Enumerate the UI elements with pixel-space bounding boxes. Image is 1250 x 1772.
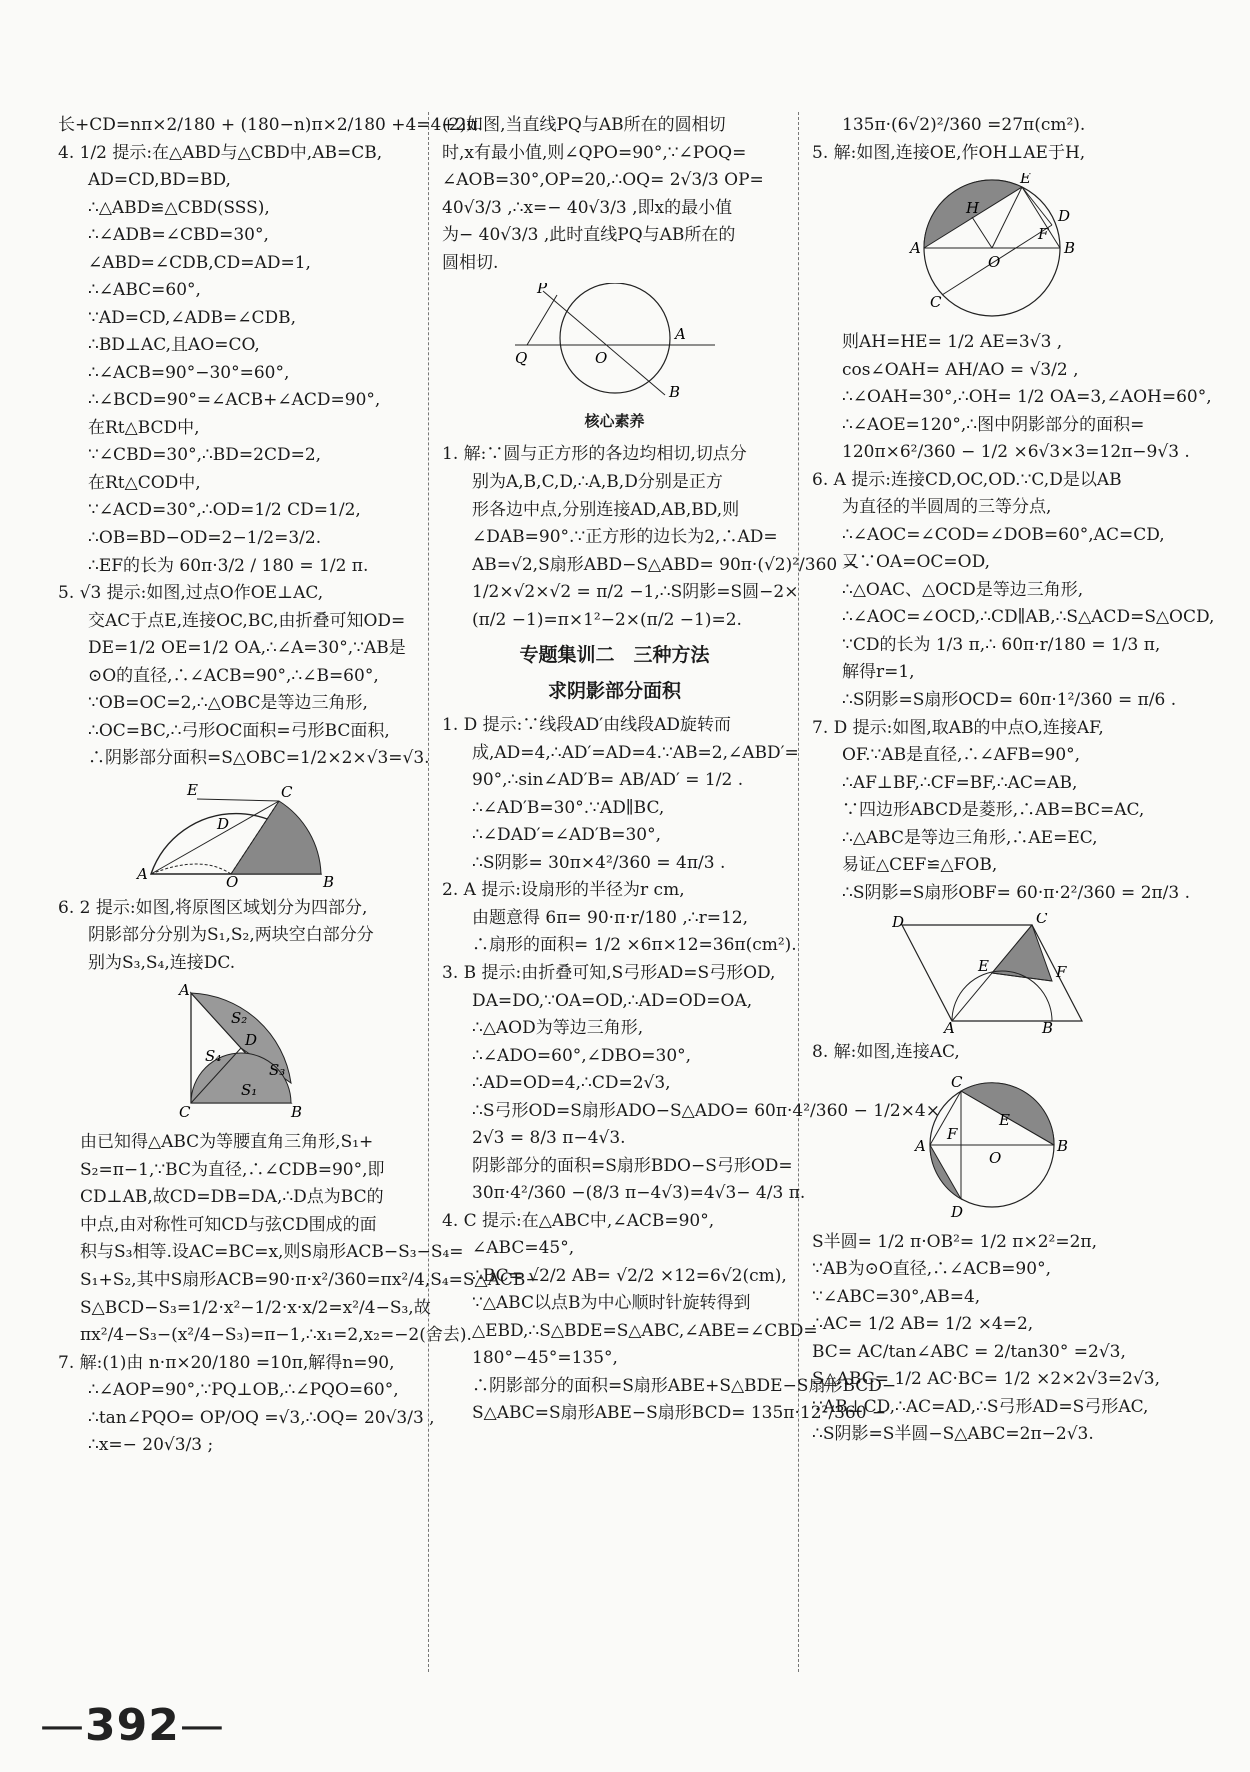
fig-label: O bbox=[225, 872, 238, 889]
text-line: 时,x有最小值,则∠QPO=90°,∵∠POQ= bbox=[442, 142, 747, 163]
text-line: 解得r=1, bbox=[842, 662, 915, 683]
text-line: AB=√2,S扇形ABD−S△ABD= 90π·(√2)²/360 − bbox=[472, 554, 857, 575]
text-line: AD=CD,BD=BD, bbox=[88, 170, 231, 191]
text-line: 135π·(6√2)²/360 =27π(cm²). bbox=[842, 115, 1086, 135]
fig-label: S₄ bbox=[204, 1047, 221, 1066]
text-line: ∴∠AOP=90°,∵PQ⊥OB,∴∠PQO=60°, bbox=[88, 1380, 399, 1401]
text-line: 1. 解:∵圆与正方形的各边均相切,切点分 bbox=[442, 444, 747, 465]
text-line: ∵∠ACD=30°,∴OD=1/2 CD=1/2, bbox=[88, 500, 361, 521]
fig-label: B bbox=[322, 872, 334, 889]
text-line: ∴△ABC是等边三角形,∴AE=EC, bbox=[842, 827, 1098, 848]
text-line: ∴△OAC、△OCD是等边三角形, bbox=[842, 579, 1084, 600]
text-line: (π/2 −1)=π×1²−2×(π/2 −1)=2. bbox=[472, 609, 742, 630]
text-line: 中点,由对称性可知CD与弦CD围成的面 bbox=[80, 1214, 377, 1235]
text-line: ∴S阴影=S半圆−S△ABC=2π−2√3. bbox=[812, 1424, 1094, 1445]
fig-label: O bbox=[988, 253, 1001, 272]
fig-label: E bbox=[186, 780, 198, 799]
text-line: S△ABC=S扇形ABE−S扇形BCD= 135π·12²/360 − bbox=[472, 1403, 887, 1424]
text-line: ∵AB⊥CD,∴AC=AD,∴S弓形AD=S弓形AC, bbox=[812, 1396, 1149, 1417]
text-line: ∴S阴影= 30π×4²/360 = 4π/3 . bbox=[472, 852, 726, 873]
text-line: ∴OC=BC,∴弓形OC面积=弓形BC面积, bbox=[88, 720, 390, 741]
text-line: ∴∠ADB=∠CBD=30°, bbox=[88, 225, 269, 246]
fig-label: A bbox=[136, 864, 148, 883]
text-line: ∴△ABD≌△CBD(SSS), bbox=[88, 197, 270, 218]
text-line: 90°,∴sin∠AD′B= AB/AD′ = 1/2 . bbox=[472, 770, 744, 791]
text-line: 4. 1/2 提示:在△ABD与△CBD中,AB=CB, bbox=[58, 142, 383, 163]
text-line: 6. A 提示:连接CD,OC,OD.∵C,D是以AB bbox=[812, 469, 1122, 490]
text-line: ∴△AOD为等边三角形, bbox=[472, 1018, 644, 1039]
text-line: ∴∠BCD=90°=∠ACB+∠ACD=90°, bbox=[88, 390, 381, 411]
fig-label: E bbox=[999, 1110, 1010, 1129]
text-line: ∠ABD=∠CDB,CD=AD=1, bbox=[88, 252, 311, 273]
text-line: ∠ABC=45°, bbox=[472, 1238, 575, 1259]
fig-label: B bbox=[290, 1103, 302, 1122]
text-line: ∴∠AOC=∠OCD,∴CD∥AB,∴S△ACD=S△OCD, bbox=[842, 607, 1215, 628]
text-line: S₂=π−1,∵BC为直径,∴∠CDB=90°,即 bbox=[80, 1159, 385, 1180]
fig-label: D bbox=[1058, 207, 1071, 226]
text-line: 在Rt△COD中, bbox=[88, 472, 201, 493]
text-line: 2. A 提示:设扇形的半径为r cm, bbox=[442, 880, 685, 901]
fig-label: A bbox=[944, 1019, 955, 1034]
fig-label: C bbox=[280, 782, 292, 801]
text-line: ⊙O的直径,∴∠ACB=90°,∴∠B=60°, bbox=[88, 665, 379, 686]
text-line: BC= AC/tan∠ABC = 2/tan30° =2√3, bbox=[812, 1341, 1126, 1362]
text-line: ∴OB=BD−OD=2−1/2=3/2. bbox=[88, 527, 322, 548]
text-line: 由题意得 6π= 90·π·r/180 ,∴r=12, bbox=[472, 907, 748, 928]
text-line: 3. B 提示:由折叠可知,S弓形AD=S弓形OD, bbox=[442, 962, 776, 983]
text-line: 又∵OA=OC=OD, bbox=[842, 552, 991, 573]
fig-label: E bbox=[1020, 173, 1031, 188]
section-title: 核心素养 bbox=[584, 412, 645, 431]
fig-label: S₁ bbox=[240, 1081, 257, 1100]
text-line: ∴BD⊥AC,且AO=CO, bbox=[88, 335, 260, 356]
text-line: cos∠OAH= AH/AO = √3/2 , bbox=[842, 359, 1079, 380]
text-line: 阴影部分的面积=S扇形BDO−S弓形OD= bbox=[472, 1155, 793, 1176]
tangent-circle-figure bbox=[515, 283, 715, 403]
text-line: ∴∠ABC=60°, bbox=[88, 280, 201, 301]
text-line: 成,AD=4,∴AD′=AD=4.∵AB=2,∠ABD′= bbox=[472, 742, 799, 763]
text-line: πx²/4−S₃−(x²/4−S₃)=π−1,∴x₁=2,x₂=−2(舍去). bbox=[80, 1325, 472, 1346]
text-line: 6. 2 提示:如图,将原图区域划分为四部分, bbox=[58, 897, 368, 918]
text-line: ∴tan∠PQO= OP/OQ =√3,∴OQ= 20√3/3 , bbox=[88, 1407, 435, 1428]
column-divider bbox=[428, 112, 429, 1672]
fig-label: B bbox=[668, 383, 680, 402]
text-line: ∴阴影部分面积=S△OBC=1/2×2×√3=√3. bbox=[88, 748, 430, 769]
text-line: (2)如图,当直线PQ与AB所在的圆相切 bbox=[442, 115, 726, 135]
text-line: 阴影部分分别为S₁,S₂,两块空白部分分 bbox=[88, 925, 374, 946]
fig-label: F bbox=[947, 1124, 958, 1143]
text-line: ∵AD=CD,∠ADB=∠CDB, bbox=[88, 307, 297, 328]
text-line: 5. √3 提示:如图,过点O作OE⊥AC, bbox=[58, 583, 324, 604]
fig-label: A bbox=[910, 239, 921, 258]
text-line: ∴x=− 20√3/3 ; bbox=[88, 1435, 214, 1456]
text-line: 120π×6²/360 − 1/2 ×6√3×3=12π−9√3 . bbox=[842, 442, 1190, 463]
fig-label: Q bbox=[514, 349, 527, 368]
fig-label: F bbox=[1056, 963, 1067, 982]
text-line: 8. 解:如图,连接AC, bbox=[812, 1042, 960, 1063]
text-line: 形各边中点,分别连接AD,AB,BD,则 bbox=[472, 499, 740, 520]
text-line: 1/2×√2×√2 = π/2 −1,∴S阴影=S圆−2× bbox=[472, 582, 799, 603]
fig-label: A bbox=[178, 983, 190, 1000]
fig-label: A bbox=[674, 325, 686, 344]
text-line: ∵OB=OC=2,∴△OBC是等边三角形, bbox=[88, 693, 368, 714]
fig-label: D bbox=[244, 1031, 257, 1050]
text-line: 180°−45°=135°, bbox=[472, 1348, 618, 1369]
fig-label: B bbox=[1042, 1019, 1054, 1034]
text-line: 则AH=HE= 1/2 AE=3√3 , bbox=[842, 332, 1063, 353]
fig-label: C bbox=[951, 1072, 963, 1091]
text-line: 7. 解:(1)由 n·π×20/180 =10π,解得n=90, bbox=[58, 1352, 395, 1373]
text-line: S△ABC= 1/2 AC·BC= 1/2 ×2×2√3=2√3, bbox=[812, 1369, 1161, 1390]
chapter-heading: 求阴影部分面积 bbox=[547, 680, 681, 703]
text-line: 5. 解:如图,连接OE,作OH⊥AE于H, bbox=[812, 142, 1086, 163]
fig-label: O bbox=[594, 349, 607, 368]
fig-label: C bbox=[1036, 913, 1048, 928]
text-line: CD⊥AB,故CD=DB=DA,∴D点为BC的 bbox=[80, 1187, 384, 1208]
text-line: ∵四边形ABCD是菱形,∴AB=BC=AC, bbox=[842, 800, 1145, 821]
fig-label: E bbox=[978, 957, 989, 976]
chapter-heading: 专题集训二 三种方法 bbox=[519, 644, 710, 667]
text-line: 别为A,B,C,D,∴A,B,D分别是正方 bbox=[472, 472, 723, 493]
text-line: △EBD,∴S△BDE=S△ABC,∠ABE=∠CBD= bbox=[472, 1320, 818, 1341]
text-line: 7. D 提示:如图,取AB的中点O,连接AF, bbox=[812, 717, 1104, 738]
text-line: ∴∠OAH=30°,∴OH= 1/2 OA=3,∠AOH=60°, bbox=[842, 387, 1212, 408]
fig-label: B bbox=[1064, 239, 1076, 258]
text-line: ∵AB为⊙O直径,∴∠ACB=90°, bbox=[812, 1259, 1051, 1280]
fig-label: D bbox=[951, 1202, 964, 1221]
text-line: 在Rt△BCD中, bbox=[88, 417, 200, 438]
fig-label: B bbox=[1057, 1136, 1069, 1155]
fig-label: C bbox=[930, 293, 942, 312]
page-number: — 392 — bbox=[40, 1690, 225, 1761]
text-line: ∠AOB=30°,OP=20,∴OQ= 2√3/3 OP= bbox=[442, 170, 764, 191]
text-line: ∴∠ADO=60°,∠DBO=30°, bbox=[472, 1045, 692, 1066]
fig-label: S₃ bbox=[268, 1061, 285, 1080]
text-line: 为直径的半圆周的三等分点, bbox=[842, 497, 1052, 518]
text-line: ∴BC= √2/2 AB= √2/2 ×12=6√2(cm), bbox=[472, 1265, 787, 1286]
right-triangle-figure bbox=[161, 983, 311, 1123]
text-line: ∴扇形的面积= 1/2 ×6π×12=36π(cm²). bbox=[472, 935, 797, 956]
answer-column-3 bbox=[812, 112, 1215, 1449]
text-line: ∴∠AD′B=30°.∵AD∥BC, bbox=[472, 797, 665, 818]
text-line: 圆相切. bbox=[442, 252, 499, 273]
text-line: 易证△CEF≌△FOB, bbox=[842, 855, 998, 876]
text-line: ∴AC= 1/2 AB= 1/2 ×4=2, bbox=[812, 1314, 1034, 1335]
text-line: 30π·4²/360 −(8/3 π−4√3)=4√3− 4/3 π. bbox=[472, 1183, 806, 1204]
circle-chord-figure bbox=[902, 173, 1082, 323]
text-line: DE=1/2 OE=1/2 OA,∴∠A=30°,∵AB是 bbox=[88, 638, 406, 659]
text-line: ∴∠DAD′=∠AD′B=30°, bbox=[472, 825, 661, 846]
text-line: 1. D 提示:∵线段AD′由线段AD旋转而 bbox=[442, 715, 732, 736]
text-line: 40√3/3 ,∴x=− 40√3/3 ,即x的最小值 bbox=[442, 197, 733, 218]
text-line: ∴∠ACB=90°−30°=60°, bbox=[88, 362, 290, 383]
text-line: ∴EF的长为 60π·3/2 / 180 = 1/2 π. bbox=[88, 555, 369, 576]
text-line: ∵∠ABC=30°,AB=4, bbox=[812, 1286, 981, 1307]
fig-label: P bbox=[536, 283, 547, 298]
text-line: ∴阴影部分的面积=S扇形ABE+S△BDE−S扇形BCD− bbox=[472, 1375, 897, 1396]
text-line: ∵△ABC以点B为中心顺时针旋转得到 bbox=[472, 1293, 751, 1314]
text-line: S△BCD−S₃=1/2·x²−1/2·x·x/2=x²/4−S₃,故 bbox=[80, 1297, 431, 1318]
text-line: 由已知得△ABC为等腰直角三角形,S₁+ bbox=[80, 1132, 374, 1153]
text-line: ∴AD=OD=4,∴CD=2√3, bbox=[472, 1073, 671, 1094]
fig-label: A bbox=[915, 1136, 926, 1155]
circle-triangle-figure bbox=[907, 1073, 1077, 1223]
fig-label: D bbox=[892, 913, 905, 932]
fig-label: F bbox=[1038, 225, 1049, 244]
text-line: 4. C 提示:在△ABC中,∠ACB=90°, bbox=[442, 1210, 715, 1231]
text-line: ∠DAB=90°.∵正方形的边长为2,∴AD= bbox=[472, 527, 778, 548]
text-line: DA=DO,∵OA=OD,∴AD=OD=OA, bbox=[472, 990, 753, 1011]
text-line: 长+CD=nπ×2/180 + (180−n)π×2/180 +4=4+2π. bbox=[58, 115, 484, 135]
text-line: ∴S阴影=S扇形OBF= 60·π·2²/360 = 2π/3 . bbox=[842, 882, 1191, 903]
column-divider bbox=[798, 112, 799, 1672]
text-line: OF.∵AB是直径,∴∠AFB=90°, bbox=[842, 745, 1081, 766]
text-line: 别为S₃,S₄,连接DC. bbox=[88, 952, 236, 973]
text-line: ∵∠CBD=30°,∴BD=2CD=2, bbox=[88, 445, 322, 466]
fig-label: D bbox=[216, 814, 229, 833]
text-line: S半圆= 1/2 π·OB²= 1/2 π×2²=2π, bbox=[812, 1231, 1097, 1252]
text-line: ∴S弓形OD=S扇形ADO−S△ADO= 60π·4²/360 − 1/2×4× bbox=[472, 1100, 940, 1121]
text-line: 交AC于点E,连接OC,BC,由折叠可知OD= bbox=[88, 610, 406, 631]
semicircle-fold-figure bbox=[131, 779, 341, 889]
text-line: ∴AF⊥BF,∴CF=BF,∴AC=AB, bbox=[842, 772, 1078, 793]
rhombus-figure bbox=[892, 913, 1092, 1033]
text-line: S₁+S₂,其中S扇形ACB=90·π·x²/360=πx²/4,S₄=S△ACB− bbox=[80, 1270, 540, 1290]
text-line: ∴∠AOE=120°,∴图中阴影部分的面积= bbox=[842, 414, 1145, 435]
text-line: ∵CD的长为 1/3 π,∴ 60π·r/180 = 1/3 π, bbox=[842, 634, 1161, 655]
text-line: 为− 40√3/3 ,此时直线PQ与AB所在的 bbox=[442, 225, 736, 246]
fig-label: S₂ bbox=[230, 1009, 247, 1028]
text-line: 积与S₃相等.设AC=BC=x,则S扇形ACB−S₃−S₄= bbox=[80, 1242, 464, 1263]
text-line: ∴S阴影=S扇形OCD= 60π·1²/360 = π/6 . bbox=[842, 689, 1177, 710]
fig-label: H bbox=[966, 199, 980, 218]
fig-label: C bbox=[178, 1103, 190, 1122]
text-line: 2√3 = 8/3 π−4√3. bbox=[472, 1128, 626, 1149]
fig-label: O bbox=[989, 1148, 1002, 1167]
text-line: ∴∠AOC=∠COD=∠DOB=60°,AC=CD, bbox=[842, 524, 1165, 545]
